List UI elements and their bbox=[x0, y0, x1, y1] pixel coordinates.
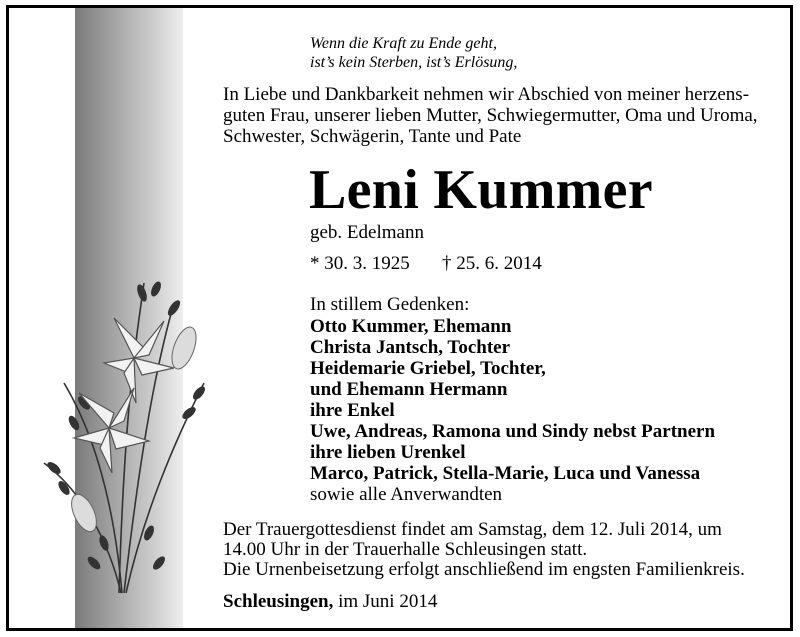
date: im Juni 2014 bbox=[338, 591, 438, 612]
motto-line-1: Wenn die Kraft zu Ende geht, bbox=[310, 35, 497, 52]
place: Schleusingen, bbox=[223, 591, 334, 612]
service-line-2: 14.00 Uhr in der Trauerhalle Schleusingen statt. bbox=[223, 539, 588, 560]
maiden-name: geb. Edelmann bbox=[310, 222, 424, 243]
place-date bbox=[223, 591, 437, 613]
mourner-line: Uwe, Andreas, Ramona und Sindy nebst Partnern bbox=[310, 421, 716, 442]
deceased-name: Leni Kummer bbox=[309, 159, 653, 221]
death-date: † 25. 6. 2014 bbox=[442, 253, 542, 274]
lily-flower-icon bbox=[24, 263, 244, 603]
mourner-line: und Ehemann Hermann bbox=[310, 379, 508, 400]
mourner-line: Marco, Patrick, Stella-Marie, Luca und Vanessa bbox=[310, 463, 701, 484]
intro-line-3: Schwester, Schwägerin, Tante und Pate bbox=[223, 126, 522, 147]
obituary-notice bbox=[6, 5, 793, 631]
mourner-line: Otto Kummer, Ehemann bbox=[310, 316, 512, 337]
mourners-footer: sowie alle Anverwandten bbox=[310, 484, 503, 505]
intro-line-1: In Liebe und Dankbarkeit nehmen wir Abschied von meiner herzens- bbox=[223, 84, 750, 105]
mourner-line: ihre lieben Urenkel bbox=[310, 442, 466, 463]
service-line-1: Der Trauergottesdienst findet am Samstag, dem 12. Juli 2014, um bbox=[223, 519, 722, 540]
mourner-line: Christa Jantsch, Tochter bbox=[310, 337, 511, 358]
intro-line-2: guten Frau, unserer lieben Mutter, Schwiegermutter, Oma und Uroma, bbox=[223, 105, 758, 126]
mourners-heading: In stillem Gedenken: bbox=[310, 294, 470, 315]
birth-date: * 30. 3. 1925 bbox=[310, 253, 410, 274]
service-line-3: Die Urnenbeisetzung erfolgt anschließend im engsten Familienkreis. bbox=[223, 559, 745, 580]
mourner-line: ihre Enkel bbox=[310, 400, 395, 421]
motto-line-2: ist’s kein Sterben, ist’s Erlösung, bbox=[310, 54, 518, 71]
mourner-line: Heidemarie Griebel, Tochter, bbox=[310, 358, 546, 379]
